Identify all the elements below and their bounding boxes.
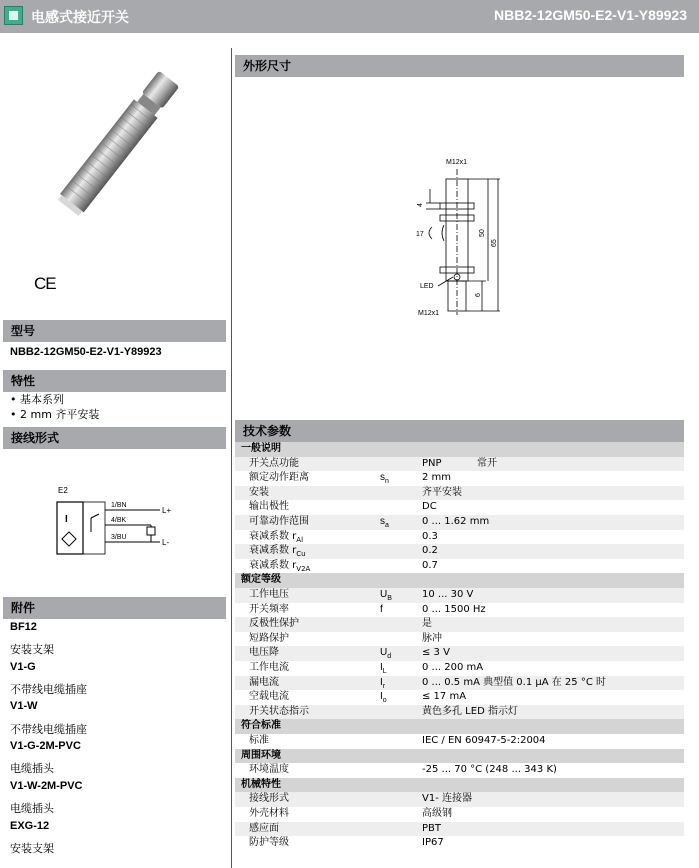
tech-row-name: 反极性保护 bbox=[249, 618, 299, 630]
accessory-desc: 电缆插头 bbox=[10, 762, 54, 775]
tech-group-header: 符合标准 bbox=[235, 719, 684, 734]
tech-row-name: 开关频率 bbox=[249, 603, 289, 615]
tech-row-name: 工作电流 bbox=[249, 662, 289, 673]
tech-row-name: 感应面 bbox=[249, 822, 279, 834]
tech-row bbox=[235, 457, 684, 472]
tech-row-value2: 常开 bbox=[477, 457, 497, 469]
wiring-pin4: 4/BK bbox=[111, 517, 127, 524]
wiring-code: E2 bbox=[58, 486, 68, 495]
tech-row-value: DC bbox=[422, 501, 437, 513]
brand-logo-icon bbox=[4, 6, 23, 25]
tech-row-name: 额定动作距离 bbox=[249, 472, 309, 484]
tech-row bbox=[235, 763, 684, 778]
product-model-title: NBB2-12GM50-E2-V1-Y89923 bbox=[494, 7, 687, 23]
tech-row-symbol: f bbox=[380, 603, 383, 615]
tech-row-value: 10 ... 30 V bbox=[422, 589, 474, 600]
tech-group-header: 一般说明 bbox=[235, 442, 684, 457]
tech-row-name: 接线形式 bbox=[249, 793, 289, 805]
dimensions-section-header: 外形尺寸 bbox=[235, 55, 684, 77]
tech-row-name: 标准 bbox=[249, 735, 269, 746]
tech-row-name: 安装 bbox=[249, 486, 269, 498]
tech-row bbox=[235, 530, 684, 545]
dim-65: 65 bbox=[491, 239, 498, 247]
tech-row-name: 衰减系数 $r_{Al}$ bbox=[249, 530, 304, 544]
tech-row-name: 外壳材料 bbox=[249, 808, 289, 819]
tech-row bbox=[235, 588, 684, 603]
tech-row-name: 环境温度 bbox=[249, 764, 289, 776]
tech-row-value: 0.2 bbox=[422, 545, 438, 557]
tech-row-value: 0.7 bbox=[422, 559, 438, 571]
tech-row-name: 防护等级 bbox=[249, 837, 289, 849]
accessory-name: V1-G-2M-PVC bbox=[10, 740, 81, 752]
tech-row-name: 短路保护 bbox=[249, 632, 289, 644]
wiring-minus: L- bbox=[162, 538, 170, 547]
tech-row-value: 0.3 bbox=[422, 530, 438, 542]
header-bar bbox=[0, 0, 699, 33]
tech-row bbox=[235, 646, 684, 661]
tech-row bbox=[235, 515, 684, 530]
tech-row bbox=[235, 734, 684, 749]
accessory-desc: 不带线电缆插座 bbox=[10, 683, 87, 696]
tech-row-name: 电压降 bbox=[249, 647, 279, 659]
dimension-drawing bbox=[410, 155, 520, 320]
wiring-section-header: 接线形式 bbox=[3, 427, 226, 449]
feature-item: • 基本系列 bbox=[10, 393, 64, 406]
tech-row-symbol: $I_L$ bbox=[380, 662, 387, 675]
dim-thread-bottom: M12x1 bbox=[418, 310, 440, 317]
tech-row-value: 0 ... 1500 Hz bbox=[422, 603, 486, 615]
accessory-name: BF12 bbox=[10, 621, 37, 633]
tech-row-value: 0 ... 0.5 mA 典型值 0.1 µA 在 25 °C 时 bbox=[422, 676, 606, 688]
tech-row bbox=[235, 544, 684, 559]
dim-4: 4 bbox=[417, 203, 424, 207]
accessory-name: V1-W-2M-PVC bbox=[10, 780, 83, 792]
tech-row-symbol: $I_o$ bbox=[380, 691, 387, 705]
tech-row-symbol: $U_d$ bbox=[380, 647, 392, 661]
tech-row-value: ≤ 17 mA bbox=[422, 691, 467, 703]
tech-row-symbol: $s_a$ bbox=[380, 516, 389, 529]
wiring-i-label: I bbox=[65, 514, 68, 525]
dim-led-label: LED bbox=[420, 283, 434, 290]
tech-row-symbol: $s_n$ bbox=[380, 472, 389, 486]
tech-row bbox=[235, 792, 684, 807]
accessory-desc: 不带线电缆插座 bbox=[10, 723, 87, 736]
ce-mark-icon: C​E bbox=[34, 274, 56, 293]
tech-row-value: 高级钢 bbox=[422, 808, 452, 819]
dim-6: 6 bbox=[475, 293, 482, 297]
dim-17: 17 bbox=[416, 231, 424, 238]
dim-50: 50 bbox=[479, 229, 486, 237]
tech-row-value: -25 ... 70 °C (248 ... 343 K) bbox=[422, 764, 557, 776]
tech-row-value: 齐平安装 bbox=[422, 486, 462, 498]
wiring-plus: L+ bbox=[162, 506, 172, 515]
accessory-name: V1-W bbox=[10, 700, 38, 712]
tech-row-name: 开关点功能 bbox=[249, 457, 299, 469]
accessory-name: V1-G bbox=[10, 661, 36, 673]
wiring-pin1: 1/BN bbox=[111, 502, 127, 509]
tech-row bbox=[235, 836, 684, 851]
tech-row bbox=[235, 500, 684, 515]
accessories-section-header: 附件 bbox=[3, 597, 226, 619]
tech-row-value: ≤ 3 V bbox=[422, 647, 450, 659]
tech-row-name: 漏电流 bbox=[249, 676, 279, 688]
tech-row bbox=[235, 632, 684, 647]
tech-row-value: 2 mm bbox=[422, 472, 452, 484]
accessory-desc: 安装支架 bbox=[10, 842, 54, 855]
tech-row-value: 黄色多孔 LED 指示灯 bbox=[422, 705, 518, 717]
tech-row-name: 衰减系数 $r_{V2A}$ bbox=[249, 559, 311, 573]
dim-thread-top: M12x1 bbox=[446, 159, 468, 166]
tech-row bbox=[235, 617, 684, 632]
tech-row-value: 是 bbox=[422, 618, 432, 630]
tech-row bbox=[235, 559, 684, 574]
product-category-title: 电感式接近开关 bbox=[31, 10, 129, 26]
accessory-desc: 安装支架 bbox=[10, 643, 54, 656]
tech-row-value: V1- 连接器 bbox=[422, 793, 472, 805]
accessory-name: EXG-12 bbox=[10, 820, 50, 832]
tech-row bbox=[235, 676, 684, 691]
tech-row-name: 空载电流 bbox=[249, 691, 289, 703]
product-photo bbox=[30, 68, 200, 228]
tech-row-name: 开关状态指示 bbox=[249, 705, 309, 717]
tech-row bbox=[235, 603, 684, 618]
tech-group-header: 周围环境 bbox=[235, 749, 684, 764]
tech-row bbox=[235, 705, 684, 720]
features-section-header: 特性 bbox=[3, 370, 226, 392]
tech-row bbox=[235, 807, 684, 822]
tech-group-header: 机械特性 bbox=[235, 778, 684, 793]
tech-section-header: 技术参数 bbox=[235, 420, 684, 442]
tech-row-value: 0 ... 200 mA bbox=[422, 662, 484, 673]
tech-row bbox=[235, 822, 684, 837]
tech-row bbox=[235, 690, 684, 705]
tech-row bbox=[235, 486, 684, 501]
tech-row-name: 输出极性 bbox=[249, 501, 289, 513]
tech-row-value: PNP bbox=[422, 457, 442, 469]
tech-row-value: IP67 bbox=[422, 837, 444, 849]
tech-row-value: PBT bbox=[422, 822, 441, 834]
tech-row-symbol: $I_r$ bbox=[380, 676, 386, 690]
tech-row-value: 0 ... 1.62 mm bbox=[422, 516, 490, 527]
wiring-pin3: 3/BU bbox=[111, 534, 127, 541]
tech-row-name: 可靠动作范围 bbox=[249, 516, 309, 527]
type-section-header: 型号 bbox=[3, 320, 226, 342]
feature-item: • 2 mm 齐平安装 bbox=[10, 408, 100, 421]
tech-row bbox=[235, 661, 684, 676]
tech-group-header: 额定等级 bbox=[235, 573, 684, 588]
tech-row-value: 脉冲 bbox=[422, 632, 442, 644]
tech-row-name: 工作电压 bbox=[249, 589, 289, 600]
tech-row-name: 衰减系数 $r_{Cu}$ bbox=[249, 545, 306, 559]
type-value: NBB2-12GM50-E2-V1-Y89923 bbox=[10, 346, 162, 358]
tech-row-symbol: $U_B$ bbox=[380, 589, 392, 602]
column-divider bbox=[231, 48, 232, 868]
accessory-desc: 电缆插头 bbox=[10, 802, 54, 815]
wiring-diagram bbox=[55, 482, 185, 562]
tech-row-value: IEC / EN 60947-5-2:2004 bbox=[422, 735, 546, 746]
tech-row bbox=[235, 471, 684, 486]
